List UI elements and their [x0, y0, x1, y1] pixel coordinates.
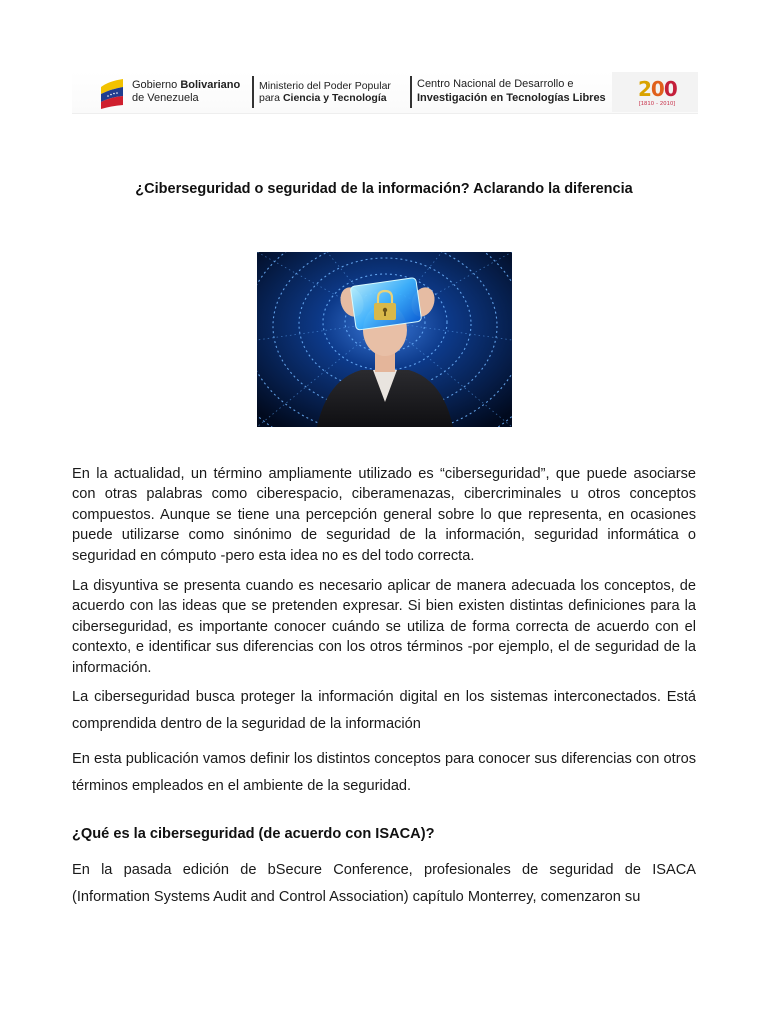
section-heading: ¿Qué es la ciberseguridad (de acuerdo con ISACA)?: [72, 826, 435, 842]
ministry-name: Ministerio del Poder Popular para Ciencia y Tecnología: [259, 80, 391, 104]
binary-tunnel-illustration: [257, 252, 512, 427]
header-divider: [410, 76, 412, 108]
bicentennial-logo: [612, 72, 698, 112]
header-divider: [252, 76, 254, 108]
center-name: Centro Nacional de Desarrollo e Investigación en Tecnologías Libres: [417, 78, 606, 104]
bicentennial-years: [1810 - 2010]: [639, 101, 676, 107]
paragraph: La disyuntiva se presenta cuando es necesario aplicar de manera adecuada los conceptos, de acuerdo con las ideas que se pretenden expresar. Si bien existen distintas definiciones para la ciberseguridad, es importante conocer cuándo se utiliza de forma correcta de acuerdo con el contexto, e identificar sus diferencias con los otros términos -por ejemplo, el de seguridad de la información.: [72, 578, 696, 676]
paragraph: La ciberseguridad busca proteger la información digital en los sistemas interconectados. Está comprendida dentro de la seguridad de la información: [72, 689, 696, 732]
paragraph: En la pasada edición de bSecure Conference, profesionales de seguridad de ISACA (Information Systems Audit and Control Association) capítulo Monterrey, comenzaron su: [72, 862, 696, 905]
paragraph: En la actualidad, un término ampliamente utilizado es “ciberseguridad”, que puede asociarse con otras palabras como ciberespacio, ciberamenazas, cibercriminales u otros conceptos compuestos. Aunque se tiene una percepción general sobre lo que representa, en ocasiones puede utilizarse como sinónimo de seguridad de la información, seguridad informática o seguridad en cómputo -pero esta idea no es del todo correcta.: [72, 466, 696, 564]
government-name: Gobierno Bolivariano de Venezuela: [132, 79, 241, 104]
paragraph: En esta publicación vamos definir los distintos conceptos para conocer sus diferencias con otros términos empleados en el ambiente de la seguridad.: [72, 751, 696, 794]
hero-image: [257, 252, 512, 427]
bicentennial-number: 200: [638, 77, 677, 101]
article-title: ¿Ciberseguridad o seguridad de la información? Aclarando la diferencia: [135, 181, 633, 197]
venezuela-flag-icon: [99, 77, 125, 109]
institutional-header: [72, 71, 698, 114]
